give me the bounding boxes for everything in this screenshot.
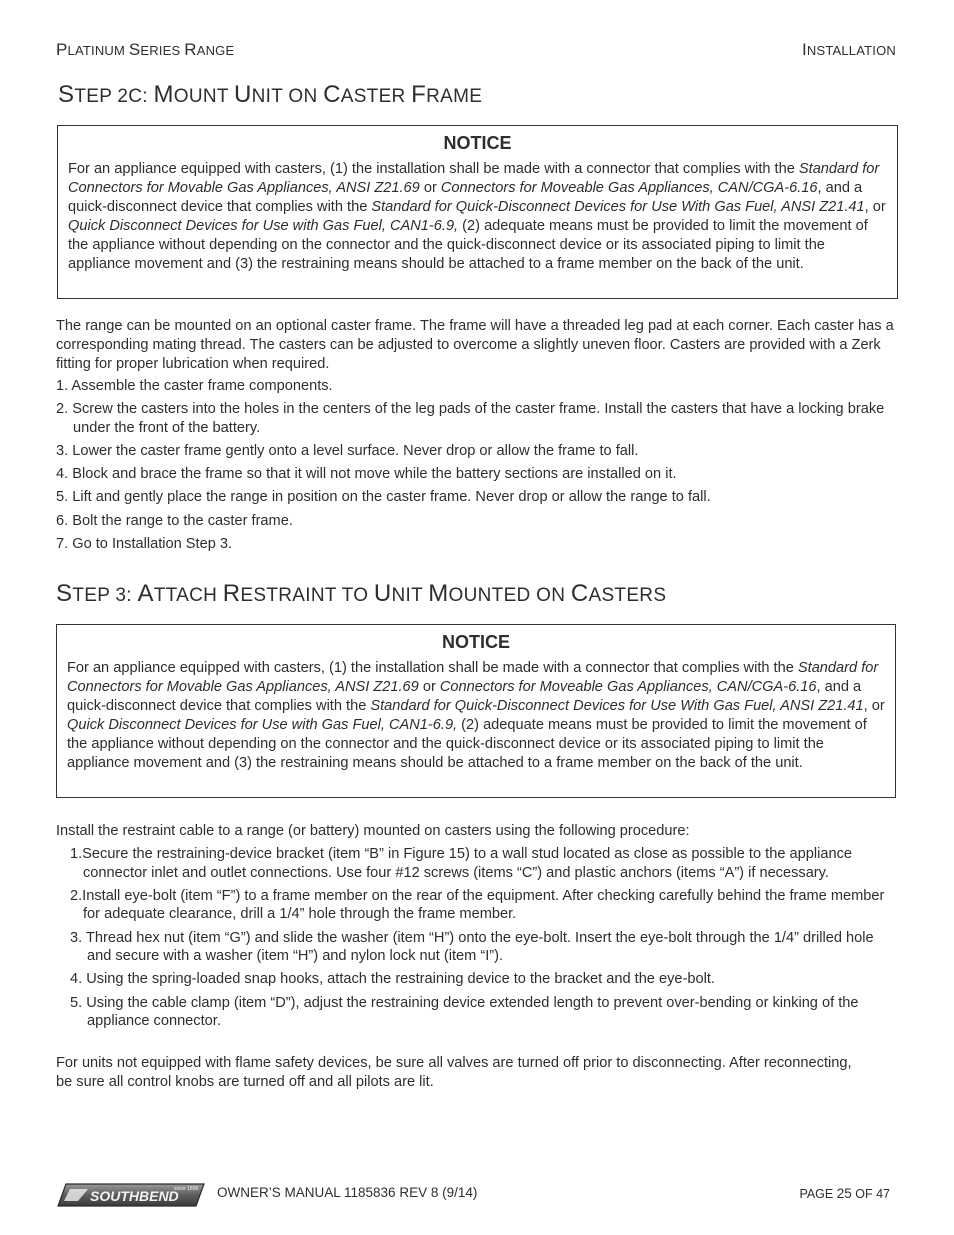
list-item: 5. Using the cable clamp (item “D”), adjust the restraining device extended length to prevent over-bending or kinking of the appliance connector. (70, 994, 859, 1030)
restraint-steps (70, 845, 898, 1035)
svg-text:since 1898: since 1898 (174, 1186, 199, 1192)
page-number: PAGE 25 OF 47 (799, 1186, 890, 1201)
list-item: 2.Install eye-bolt (item “F”) to a frame member on the rear of the equipment. After checking carefully behind the frame member for adequate clearance, drill a 1/4” hole through the frame member. (70, 887, 885, 923)
restraint-intro: Install the restraint cable to a range (or battery) mounted on casters using the following procedure: (56, 823, 690, 839)
list-item: 1. Assemble the caster frame components. (56, 378, 333, 394)
running-header-left: PLATINUM SERIES RANGE (56, 40, 235, 59)
list-item: 4. Using the spring-loaded snap hooks, attach the restraining device to the bracket and the eye-bolt. (70, 971, 715, 988)
notice-box (57, 125, 898, 299)
list-item: 3. Lower the caster frame gently onto a level surface. Never drop or allow the frame to fall. (56, 442, 639, 459)
caster-frame-steps (56, 377, 898, 558)
notice-text: For an appliance equipped with casters, (1) the installation shall be made with a connector that complies with the Standard for Connectors for Movable Gas Appliances, ANSI Z21.69 or Connectors for Moveable Gas Appliances, CAN/CGA-6.16, and a quick-disconnect device that complies with the Standard for Quick-Disconnect Devices for Use With Gas Fuel, ANSI Z21.41, or Quick Disconnect Devices for Use with Gas Fuel, CAN1-6.9, (2) adequate means must be provided to limit the movement of the appliance without depending on the connector and the quick-disconnect device or its associated piping to limit the appliance movement and (3) the restraining means should be attached to a frame member on the back of the unit. (68, 161, 886, 272)
list-item: 7. Go to Installation Step 3. (56, 535, 233, 552)
notice-title: NOTICE (441, 632, 510, 652)
section-title-step-3: STEP 3: ATTACH RESTRAINT TO UNIT MOUNTED ON CASTERS (56, 580, 667, 607)
list-item: 2. Screw the casters into the holes in the centers of the leg pads of the caster frame. Install the casters that have a locking brake under the front of the battery. (56, 401, 885, 436)
notice-text: For an appliance equipped with casters, (1) the installation shall be made with a connector that complies with the Standard for Connectors for Movable Gas Appliances, ANSI Z21.69 or Connectors for Moveable Gas Appliances, CAN/CGA-6.16, and a quick-disconnect device that complies with the Standard for Quick-Disconnect Devices for Use With Gas Fuel, ANSI Z21.41, or Quick Disconnect Devices for Use with Gas Fuel, CAN1-6.9, (2) adequate means must be provided to limit the movement of the appliance without depending on the connector and the quick-disconnect device or its associated piping to limit the appliance movement and (3) the restraining means should be attached to a frame member on the back of the unit. (67, 660, 885, 771)
manual-reference: OWNER’S MANUAL 1185836 REV 8 (9/14) (217, 1185, 478, 1200)
list-item: 6. Bolt the range to the caster frame. (56, 512, 293, 529)
section-title-step-2c: STEP 2C: MOUNT UNIT ON CASTER FRAME (58, 81, 483, 108)
notice-box (56, 624, 896, 798)
southbend-logo (56, 1182, 206, 1208)
list-item: 1.Secure the restraining-device bracket (item “B” in Figure 15) to a wall stud located as close as possible to the appliance connector inlet and outlet connections. Use four #12 screws (items “C”) and plastic anchors (items “A”) if necessary. (70, 846, 852, 881)
list-item: 3. Thread hex nut (item “G”) and slide the washer (item “H”) onto the eye-bolt. Insert the eye-bolt through the 1/4” drilled hole and secure with a washer (item “H”) and nylon lock nut (item “I”). (70, 929, 874, 965)
list-item: 5. Lift and gently place the range in position on the caster frame. Never drop or allow the range to fall. (56, 489, 711, 506)
list-item: 4. Block and brace the frame so that it will not move while the battery sections are installed on it. (56, 466, 677, 483)
running-header-right: INSTALLATION (801, 40, 896, 59)
svg-text:SOUTHBEND: SOUTHBEND (90, 1188, 179, 1204)
notice-title: NOTICE (443, 133, 512, 153)
closing-note: For units not equipped with flame safety devices, be sure all valves are turned off prior to disconnecting. After reconnecting, be sure all control knobs are turned off and all pilots are lit. (56, 1055, 852, 1090)
caster-frame-intro: The range can be mounted on an optional caster frame. The frame will have a threaded leg pad at each corner. Each caster has a corresponding mating thread. The casters can be adjusted to overcome a slightly uneven floor. Casters are provided with a Zerk fitting for proper lubrication when required. (56, 318, 894, 372)
